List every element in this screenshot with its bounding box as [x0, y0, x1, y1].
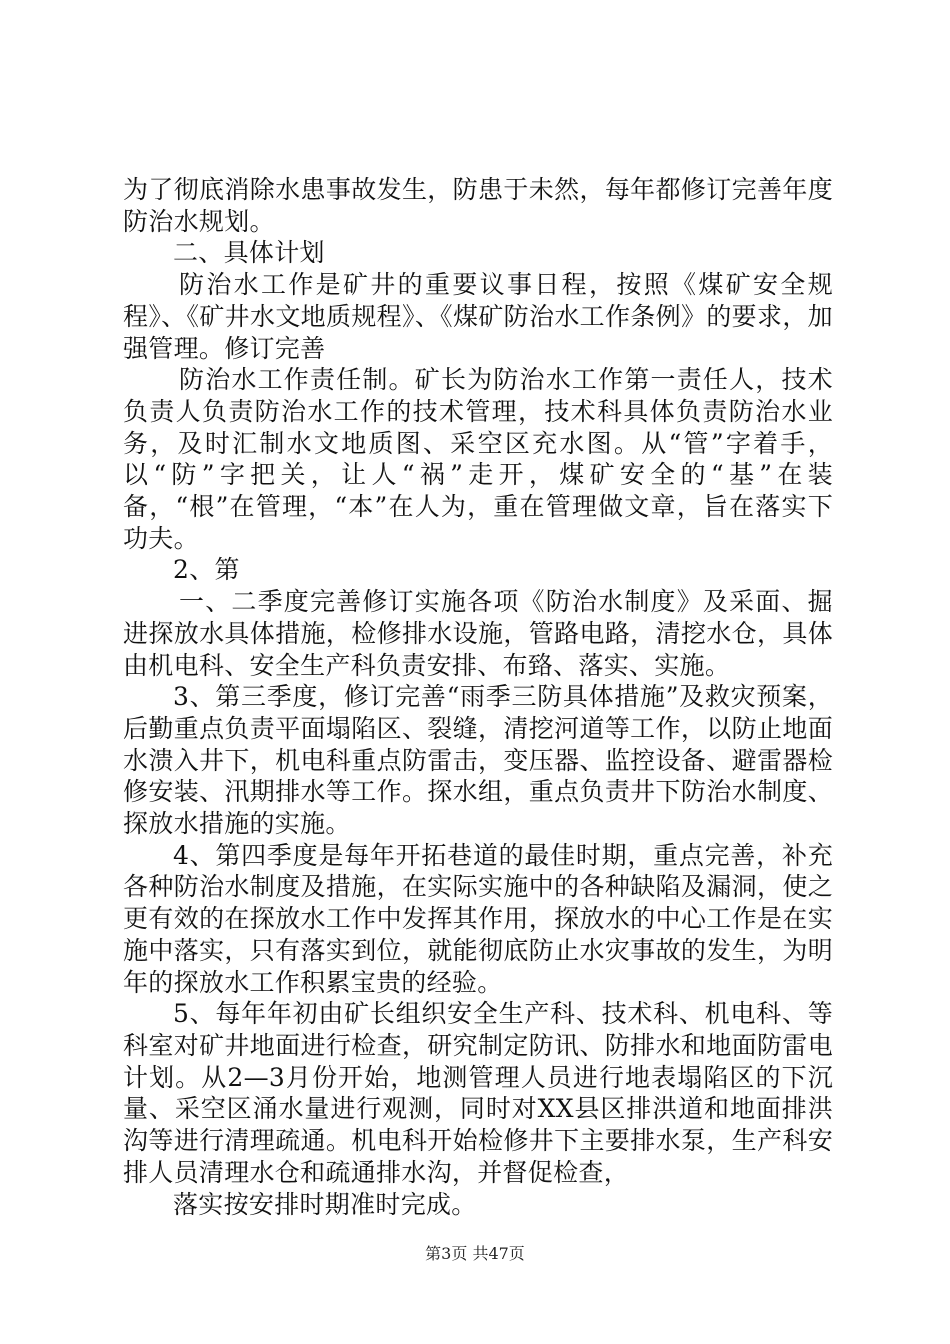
page-footer: 第3页 共47页 — [425, 1244, 525, 1263]
document-body — [123, 174, 833, 1220]
paragraph-responsibility: 防治水工作责任制。矿长为防治水工作第一责任人，技术负责人负责防治水工作的技术管理，技术科具体负责防治水业务，及时汇制水文地质图、采空区充水图。从“管”字着手，以“防”字把关，让人“祸”走开，煤矿安全的“基”在装备，“根”在管理，“本”在人为，重在管理做文章，旨在落实下功夫。 — [123, 365, 833, 553]
paragraph-quarter-3: 3、第三季度，修订完善“雨季三防具体措施”及救灾预案，后勤重点负责平面塌陷区、裂缝，清挖河道等工作，以防止地面水溃入井下，机电科重点防雷击，变压器、监控设备、避雷器检修安装、汛期排水等工作。探水组，重点负责井下防治水制度、探放水措施的实施。 — [123, 682, 833, 839]
paragraph-completion: 落实按安排时期准时完成。 — [173, 1189, 477, 1219]
paragraph-intro: 为了彻底消除水患事故发生，防患于未然，每年都修订完善年度防治水规划。 — [123, 175, 833, 236]
paragraph-annual-inspection: 5、每年年初由矿长组织安全生产科、技术科、机电科、等科室对矿井地面进行检查，研究制定防讯、防排水和地面防雷电计划。从2—3月份开始，地测管理人员进行地表塌陷区的下沉量、采空区涌水量进行观测，同时对XX县区排洪道和地面排洪沟等进行清理疏通。机电科开始检修井下主要排水泵，生产科安排人员清理水仓和疏通排水沟，并督促检查， — [123, 999, 833, 1187]
section-heading-specific-plan: 二、具体计划 — [173, 238, 325, 268]
paragraph-item-2-heading: 2、第 — [173, 555, 240, 585]
paragraph-quarter-1-2: 一、二季度完善修订实施各项《防治水制度》及采面、掘进探放水具体措施，检修排水设施，管路电路，清挖水仓，具体由机电科、安全生产科负责安排、布臵、落实、实施。 — [123, 587, 833, 680]
paragraph-quarter-4: 4、第四季度是每年开拓巷道的最佳时期，重点完善，补充各种防治水制度及措施，在实际实施中的各种缺陷及漏洞，使之更有效的在探放水工作中发挥其作用，探放水的中心工作是在实施中落实，只有落实到位，就能彻底防止水灾事故的发生，为明年的探放水工作积累宝贵的经验。 — [123, 840, 833, 997]
paragraph-regulations: 防治水工作是矿井的重要议事日程，按照《煤矿安全规程》、《矿井水文地质规程》、《煤矿防治水工作条例》的要求，加强管理。修订完善 — [123, 270, 833, 363]
